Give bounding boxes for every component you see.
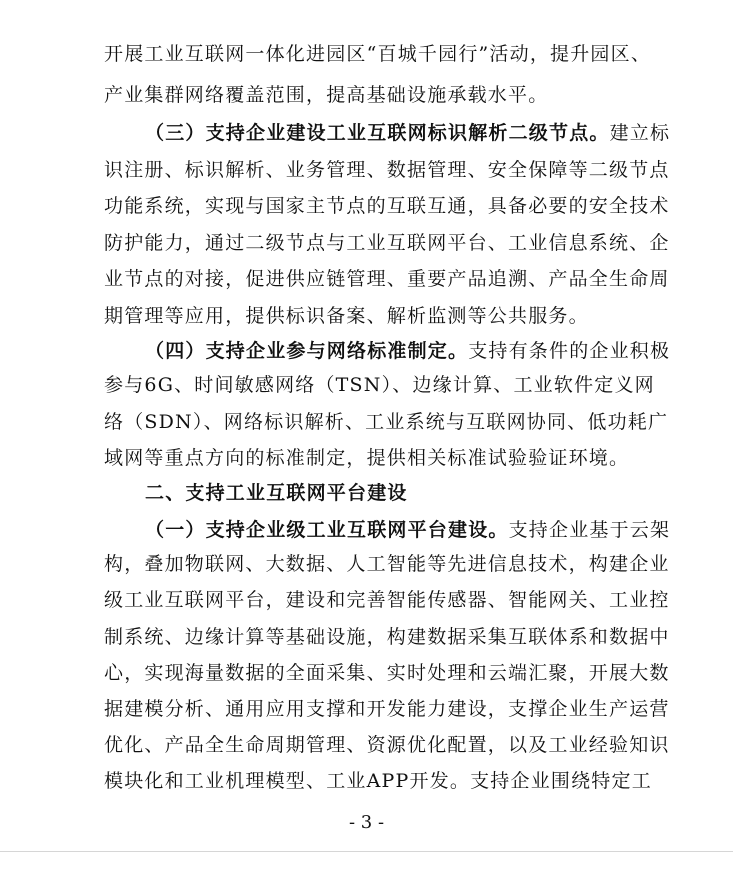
text-run: 支持企业基于云架: [508, 519, 671, 541]
line-2: [104, 83, 634, 107]
text-run: 业节点的对接，促进供应链管理、重要产品追溯、产品全生命周: [104, 268, 670, 290]
heading-text: （一）支持企业级工业互联网平台建设。: [145, 519, 509, 541]
section-heading-4: [145, 339, 671, 363]
text-run: 据建模分析、通用应用支撑和开发能力建设，支撑企业生产运营: [104, 698, 670, 720]
chapter-heading-2: [145, 481, 634, 505]
text-run: 支持有条件的企业积极: [468, 340, 671, 362]
page-number: - 3 -: [348, 812, 385, 833]
text-run: 功能系统，实现与国家主节点的互联互通，具备必要的安全技术: [104, 195, 670, 217]
text-run: 开展工业互联网一体化进园区“百城千园行”活动，提升园区、: [104, 43, 652, 65]
section-heading-3: [145, 121, 671, 145]
line-18: [104, 661, 670, 685]
line-10: [104, 373, 655, 397]
line-12: [104, 446, 634, 470]
line-19: [104, 697, 670, 721]
text-run: 构，叠加物联网、大数据、人工智能等先进信息技术，构建企业: [104, 553, 670, 575]
text-run: 级工业互联网平台，建设和完善智能传感器、智能网关、工业控: [104, 589, 670, 611]
line-16: [104, 588, 670, 612]
line-20: [104, 733, 670, 757]
text-run: 防护能力，通过二级节点与工业互联网平台、工业信息系统、企: [104, 232, 670, 254]
line-6: [104, 231, 670, 255]
text-run: 心，实现海量数据的全面采集、实时处理和云端汇聚，开展大数: [104, 662, 670, 684]
text-run: 制系统、边缘计算等基础设施，构建数据采集互联体系和数据中: [104, 626, 670, 648]
heading-text: （四）支持企业参与网络标准制定。: [145, 340, 469, 362]
line-11: [104, 410, 669, 434]
footer-divider: [0, 851, 733, 852]
line-5: [104, 194, 670, 218]
heading-text: 二、支持工业互联网平台建设: [145, 482, 408, 504]
text-run: 参与6G、时间敏感网络（TSN）、边缘计算、工业软件定义网: [104, 374, 655, 396]
line-8: [104, 304, 634, 328]
line-7: [104, 267, 670, 291]
line-1: [104, 42, 652, 66]
line-21: [104, 769, 652, 793]
text-run: 建立标: [609, 122, 671, 144]
section-heading-1: [145, 518, 671, 542]
line-15: [104, 552, 670, 576]
text-run: 域网等重点方向的标准制定，提供相关标准试验验证环境。: [104, 447, 630, 469]
line-4: [104, 158, 670, 182]
text-run: 产业集群网络覆盖范围，提高基础设施承载水平。: [104, 84, 549, 106]
text-run: 络（SDN）、网络标识解析、工业系统与互联网协同、低功耗广: [104, 411, 669, 433]
text-run: 识注册、标识解析、业务管理、数据管理、安全保障等二级节点: [104, 159, 670, 181]
text-run: 优化、产品全生命周期管理、资源优化配置，以及工业经验知识: [104, 734, 670, 756]
text-run: 模块化和工业机理模型、工业APP开发。支持企业围绕特定工: [104, 770, 652, 792]
heading-text: （三）支持企业建设工业互联网标识解析二级节点。: [145, 122, 610, 144]
text-run: 期管理等应用，提供标识备案、解析监测等公共服务。: [104, 305, 589, 327]
line-17: [104, 625, 670, 649]
